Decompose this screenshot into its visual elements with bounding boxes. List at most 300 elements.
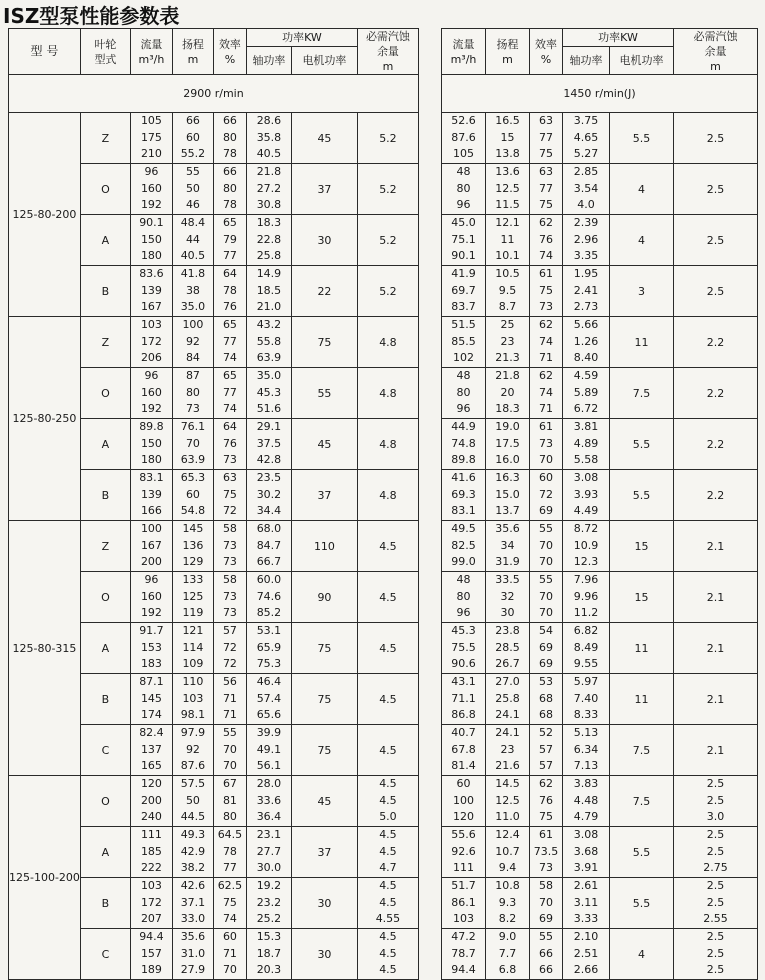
efficiency-cell-value: 73 [539,300,553,314]
shaft-power-cell-value: 8.49 [573,640,599,654]
shaft-power-cell [246,266,291,317]
flow-cell [442,164,486,215]
efficiency-cell-value: 64 [222,420,237,434]
head-cell-value: 44.5 [180,810,206,824]
impeller-type-cell: O [80,572,130,623]
flow-cell-value: 83.7 [451,300,476,314]
efficiency-cell [530,827,563,878]
efficiency-cell-value: 68 [539,691,553,705]
efficiency-cell-value: 73 [222,453,237,467]
efficiency-cell-value: 77 [222,249,237,263]
efficiency-cell-value: 77 [222,861,237,875]
efficiency-cell-value: 64.5 [217,828,243,842]
flow-cell-value: 82.5 [451,538,476,552]
efficiency-cell-value: 76 [539,793,553,807]
impeller-type-cell: Z [80,521,130,572]
table-row [442,827,758,878]
motor-power-cell: 11 [610,317,674,368]
shaft-power-cell-value: 9.55 [573,657,599,671]
impeller-type-cell: C [80,725,130,776]
shaft-power-cell-value: 56.1 [256,759,282,773]
shaft-power-cell-value: 49.1 [256,742,282,756]
flow-cell-value: 174 [140,708,162,722]
efficiency-cell-value: 73 [539,861,553,875]
head-cell [486,470,530,521]
flow-cell [442,419,486,470]
shaft-power-cell-value: 68.0 [256,522,282,536]
head-cell [486,827,530,878]
head-cell-value: 103 [182,691,204,705]
model-cell: 125-100-200 [9,776,81,980]
npsh-cell [357,827,418,878]
head-cell [486,776,530,827]
flow-cell [442,470,486,521]
flow-cell-value: 139 [140,487,162,501]
impeller-type-cell: Z [80,317,130,368]
shaft-power-cell-value: 37.5 [256,436,282,450]
shaft-power-cell-value: 6.72 [573,402,599,416]
shaft-power-cell-value: 3.81 [573,420,599,434]
efficiency-cell-value: 73 [539,436,553,450]
shaft-power-cell [563,572,610,623]
shaft-power-cell-value: 2.61 [573,879,599,893]
flow-cell-value: 103 [453,912,474,926]
efficiency-cell-value: 58 [222,522,237,536]
flow-cell-value: 160 [140,589,162,603]
head-cell-value: 57.5 [180,777,206,791]
efficiency-cell [213,164,246,215]
head-cell-value: 50 [185,793,200,807]
head-cell-value: 23.8 [495,624,520,638]
efficiency-cell-value: 69 [539,657,553,671]
shaft-power-cell [246,878,291,929]
flow-cell-value: 145 [140,691,162,705]
efficiency-cell-value: 74 [539,334,553,348]
shaft-power-cell [246,674,291,725]
shaft-power-cell-value: 63.9 [256,351,282,365]
npsh-cell: 2.2 [674,368,758,419]
shaft-power-cell-value: 55.8 [256,334,282,348]
head-cell [486,368,530,419]
flow-cell-value: 192 [140,402,162,416]
head-cell-value: 11.5 [495,198,520,212]
npsh-cell [674,827,758,878]
head-cell-value: 41.8 [180,267,206,281]
flow-cell [130,929,172,980]
flow-cell-value: 160 [140,385,162,399]
performance-table-1450 [441,28,758,980]
shaft-power-cell [246,572,291,623]
head-cell [172,266,213,317]
motor-power-cell: 110 [291,521,357,572]
flow-cell [130,113,172,164]
model-cell: 125-80-200 [9,113,81,317]
head-cell-value: 136 [182,538,204,552]
head-cell [172,368,213,419]
motor-power-cell: 75 [291,725,357,776]
shaft-power-cell-value: 53.1 [256,624,282,638]
header-flow: 流量 m³/h [442,29,486,75]
head-cell [486,572,530,623]
shaft-power-cell-value: 22.8 [256,232,282,246]
npsh-cell: 5.2 [357,113,418,164]
flow-cell [442,368,486,419]
head-cell-value: 16.0 [495,453,520,467]
shaft-power-cell-value: 34.4 [256,504,282,518]
header-shaft-power: 轴功率 [246,46,291,74]
flow-cell [130,419,172,470]
shaft-power-cell-value: 4.65 [573,130,599,144]
efficiency-cell-value: 79 [222,232,237,246]
efficiency-cell-value: 67 [222,777,237,791]
npsh-cell-value: 2.5 [706,963,725,977]
motor-power-cell: 4 [610,164,674,215]
efficiency-cell-value: 80 [222,810,237,824]
shaft-power-cell-value: 5.13 [573,726,599,740]
efficiency-cell-value: 61 [539,420,553,434]
efficiency-cell [213,572,246,623]
efficiency-cell-value: 72 [539,487,553,501]
efficiency-cell [213,521,246,572]
shaft-power-cell-value: 2.85 [573,165,599,179]
flow-cell-value: 48 [456,573,471,587]
motor-power-cell: 75 [291,623,357,674]
shaft-power-cell-value: 8.40 [573,351,599,365]
head-cell [486,164,530,215]
npsh-cell: 4.5 [357,623,418,674]
impeller-type-cell: A [80,623,130,674]
efficiency-cell-value: 62 [539,369,553,383]
head-cell [486,419,530,470]
table-row [442,725,758,776]
flow-cell-value: 160 [140,181,162,195]
table-row [442,317,758,368]
impeller-type-cell: B [80,674,130,725]
motor-power-cell: 5.5 [610,419,674,470]
efficiency-cell-value: 77 [222,385,237,399]
head-cell-value: 25.8 [495,691,520,705]
flow-cell-value: 120 [140,777,162,791]
shaft-power-cell-value: 4.79 [573,810,599,824]
head-cell-value: 100 [182,318,204,332]
efficiency-cell-value: 73 [222,606,237,620]
header-efficiency: 效率 % [213,29,246,75]
header-flow: 流量 m³/h [130,29,172,75]
efficiency-cell-value: 78 [222,844,237,858]
efficiency-cell-value: 69 [539,912,553,926]
npsh-cell: 2.1 [674,725,758,776]
flow-cell-value: 89.8 [139,420,164,434]
shaft-power-cell [246,470,291,521]
efficiency-cell-value: 69 [539,504,553,518]
shaft-power-cell-value: 23.5 [256,471,282,485]
shaft-power-cell-value: 2.10 [573,930,599,944]
npsh-cell: 2.5 [674,164,758,215]
table-row [442,929,758,980]
efficiency-cell-value: 76 [222,300,237,314]
shaft-power-cell-value: 35.0 [256,369,282,383]
shaft-power-cell-value: 2.51 [573,946,599,960]
motor-power-cell: 45 [291,776,357,827]
flow-cell [130,470,172,521]
head-cell-value: 55 [185,165,200,179]
efficiency-cell-value: 63 [222,471,237,485]
shaft-power-cell-value: 1.95 [573,267,599,281]
shaft-power-cell [563,368,610,419]
flow-cell-value: 45.3 [451,624,476,638]
shaft-power-cell-value: 74.6 [256,589,282,603]
flow-cell-value: 139 [140,283,162,297]
head-cell-value: 12.1 [495,216,520,230]
shaft-power-cell [563,317,610,368]
header-impeller: 叶轮 型式 [80,29,130,75]
flow-cell-value: 44.9 [451,420,476,434]
flow-cell-value: 96 [456,606,471,620]
efficiency-cell-value: 70 [222,742,237,756]
npsh-cell: 4.5 [357,572,418,623]
npsh-cell-value: 2.5 [706,828,725,842]
motor-power-cell: 11 [610,674,674,725]
shaft-power-cell-value: 1.26 [573,334,599,348]
shaft-power-cell [563,878,610,929]
table-row [442,164,758,215]
shaft-power-cell-value: 65.9 [256,640,282,654]
shaft-power-cell-value: 14.9 [256,267,282,281]
motor-power-cell: 90 [291,572,357,623]
motor-power-cell: 5.5 [610,878,674,929]
npsh-cell: 2.1 [674,521,758,572]
flow-cell [442,827,486,878]
impeller-type-cell: C [80,929,130,980]
flow-cell-value: 94.4 [139,930,164,944]
npsh-cell-value: 4.5 [379,930,397,944]
shaft-power-cell-value: 65.6 [256,708,282,722]
head-cell-value: 38 [185,283,200,297]
head-cell-value: 80 [185,385,200,399]
table-row [9,521,419,572]
shaft-power-cell [563,674,610,725]
shaft-power-cell-value: 29.1 [256,420,282,434]
npsh-cell: 4.8 [357,317,418,368]
npsh-cell-value: 2.55 [703,912,728,926]
shaft-power-cell-value: 4.89 [573,436,599,450]
head-cell [172,164,213,215]
head-cell-value: 46 [185,198,200,212]
shaft-power-cell [246,317,291,368]
efficiency-cell-value: 70 [222,963,237,977]
shaft-power-cell-value: 15.3 [256,930,282,944]
shaft-power-cell-value: 5.97 [573,675,599,689]
flow-cell-value: 87.1 [139,675,164,689]
shaft-power-cell-value: 66.7 [256,555,282,569]
motor-power-cell: 3 [610,266,674,317]
efficiency-cell-value: 72 [222,504,237,518]
head-cell-value: 92 [185,334,200,348]
flow-cell-value: 71.1 [451,691,476,705]
head-cell-value: 20 [500,385,515,399]
head-cell-value: 34 [500,538,515,552]
shaft-power-cell [563,215,610,266]
head-cell [486,113,530,164]
motor-power-cell: 30 [291,215,357,266]
table-row [9,113,419,164]
shaft-power-cell-value: 7.96 [573,573,599,587]
head-cell [486,929,530,980]
efficiency-cell-value: 78 [222,147,237,161]
flow-cell-value: 86.8 [451,708,476,722]
flow-cell-value: 90.6 [451,657,476,671]
shaft-power-cell-value: 3.08 [573,471,599,485]
shaft-power-cell-value: 18.7 [256,946,282,960]
npsh-cell-value: 4.5 [379,777,397,791]
head-cell-value: 14.5 [495,777,520,791]
flow-cell [130,674,172,725]
flow-cell-value: 51.5 [451,318,476,332]
efficiency-cell [213,827,246,878]
shaft-power-cell-value: 2.73 [573,300,599,314]
head-cell-value: 27.9 [180,963,206,977]
efficiency-cell-value: 62 [539,777,553,791]
npsh-cell-value: 2.5 [706,930,725,944]
efficiency-cell-value: 71 [222,691,237,705]
head-cell-value: 97.9 [180,726,206,740]
model-cell: 125-80-315 [9,521,81,776]
head-cell-value: 26.7 [495,657,520,671]
head-cell-value: 35.6 [495,522,520,536]
head-cell-value: 32 [500,589,515,603]
npsh-cell: 4.8 [357,419,418,470]
efficiency-cell-value: 73 [222,555,237,569]
flow-cell [442,521,486,572]
efficiency-cell [213,266,246,317]
flow-cell [130,317,172,368]
table-row [9,776,419,827]
npsh-cell: 4.5 [357,674,418,725]
flow-cell-value: 90.1 [451,249,476,263]
flow-cell-value: 81.4 [451,759,476,773]
efficiency-cell [530,266,563,317]
shaft-power-cell-value: 6.82 [573,624,599,638]
efficiency-cell-value: 74 [222,402,237,416]
npsh-cell [357,776,418,827]
efficiency-cell-value: 66 [222,114,237,128]
flow-cell-value: 206 [140,351,162,365]
head-cell-value: 25 [500,318,515,332]
shaft-power-cell-value: 3.08 [573,828,599,842]
head-cell-value: 133 [182,573,204,587]
flow-cell-value: 150 [140,232,162,246]
shaft-power-cell-value: 4.0 [577,198,595,212]
shaft-power-cell-value: 28.0 [256,777,282,791]
efficiency-cell-value: 62 [539,318,553,332]
efficiency-cell-value: 62.5 [217,879,243,893]
head-cell-value: 92 [185,742,200,756]
motor-power-cell: 5.5 [610,470,674,521]
head-cell-value: 60 [185,130,200,144]
motor-power-cell: 4 [610,215,674,266]
head-cell-value: 55.2 [180,147,206,161]
efficiency-cell-value: 57 [539,759,553,773]
efficiency-cell [213,929,246,980]
shaft-power-cell-value: 5.66 [573,318,599,332]
efficiency-cell-value: 77 [539,130,553,144]
flow-cell-value: 92.6 [451,844,476,858]
efficiency-cell-value: 75 [539,283,553,297]
impeller-type-cell: B [80,470,130,521]
efficiency-cell-value: 73 [222,589,237,603]
impeller-type-cell: A [80,419,130,470]
flow-cell-value: 111 [453,861,474,875]
efficiency-cell [213,776,246,827]
shaft-power-cell [246,776,291,827]
shaft-power-cell [246,725,291,776]
shaft-power-cell [563,623,610,674]
motor-power-cell: 11 [610,623,674,674]
shaft-power-cell [563,419,610,470]
efficiency-cell-value: 70 [539,555,553,569]
npsh-cell-value: 4.55 [375,912,401,926]
shaft-power-cell [563,521,610,572]
head-cell-value: 63.9 [180,453,206,467]
table-row [442,215,758,266]
flow-cell-value: 100 [453,793,474,807]
efficiency-cell-value: 70 [539,895,553,909]
head-cell-value: 9.3 [498,895,517,909]
flow-cell-value: 69.3 [451,487,476,501]
flow-cell [442,317,486,368]
flow-cell-value: 157 [140,946,162,960]
npsh-cell-value: 2.5 [706,844,725,858]
head-cell-value: 42.9 [180,844,206,858]
efficiency-cell [530,368,563,419]
efficiency-cell [213,725,246,776]
flow-cell-value: 137 [140,742,162,756]
shaft-power-cell-value: 60.0 [256,573,282,587]
efficiency-cell-value: 71 [539,402,553,416]
efficiency-cell-value: 77 [539,181,553,195]
head-cell-value: 13.8 [495,147,520,161]
npsh-cell-value: 4.7 [379,861,397,875]
efficiency-cell-value: 71 [222,708,237,722]
efficiency-cell [530,623,563,674]
efficiency-cell [213,215,246,266]
head-cell-value: 16.3 [495,471,520,485]
efficiency-cell-value: 55 [222,726,237,740]
flow-cell-value: 166 [140,504,162,518]
flow-cell [130,827,172,878]
shaft-power-cell [563,725,610,776]
flow-cell-value: 240 [140,810,162,824]
head-cell-value: 24.1 [495,708,520,722]
flow-cell-value: 172 [140,895,162,909]
shaft-power-cell [563,827,610,878]
npsh-cell: 5.2 [357,164,418,215]
shaft-power-cell-value: 18.5 [256,283,282,297]
head-cell [486,725,530,776]
motor-power-cell: 7.5 [610,368,674,419]
efficiency-cell-value: 81 [222,793,237,807]
head-cell [172,776,213,827]
shaft-power-cell-value: 27.2 [256,181,282,195]
shaft-power-cell-value: 18.3 [256,216,282,230]
head-cell-value: 33.5 [495,573,520,587]
flow-cell-value: 103 [140,318,162,332]
motor-power-cell: 37 [291,470,357,521]
flow-cell [130,164,172,215]
motor-power-cell: 45 [291,419,357,470]
header-motor-power: 电机功率 [610,46,674,74]
shaft-power-cell-value: 42.8 [256,453,282,467]
